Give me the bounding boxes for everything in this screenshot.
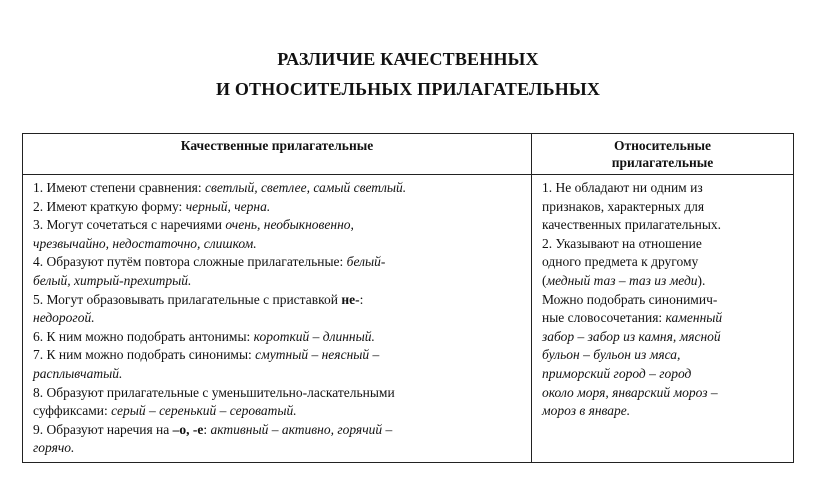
qualitative-item-7-cont: расплывчатый. [33, 365, 123, 381]
comparison-table [22, 133, 794, 463]
qualitative-item-5-cont: недорогой. [33, 310, 95, 326]
qualitative-item-7: 7. К ним можно подобрать синонимы: смутный – неясный – [33, 347, 380, 363]
header-qualitative: Качественные прилагательные [23, 134, 532, 175]
relative-line: 2. Указывают на отношение [542, 235, 702, 251]
relative-line: забор – забор из камня, мясной [542, 328, 721, 344]
header-row [23, 134, 794, 175]
qualitative-item-1: 1. Имеют степени сравнения: светлый, светлее, самый светлый. [33, 180, 407, 195]
relative-line: около моря, январский мороз – [542, 384, 718, 400]
qualitative-item-4-cont: белый, хитрый-прехитрый. [33, 272, 192, 288]
header-relative: Относительные прилагательные [532, 134, 794, 175]
relative-line: Можно подобрать синонимич- [542, 291, 718, 307]
relative-line: приморский город – город [542, 365, 692, 381]
body-row [23, 175, 794, 463]
relative-line: ные словосочетания: каменный [542, 310, 723, 326]
qualitative-item-9: 9. Образуют наречия на –о, -е: активный – активно, горячий – [33, 421, 393, 437]
qualitative-item-2: 2. Имеют краткую форму: черный, черна. [33, 198, 271, 214]
relative-line: качественных прилагательных. [542, 217, 722, 233]
qualitative-cell [23, 175, 532, 463]
qualitative-item-6: 6. К ним можно подобрать антонимы: короткий – длинный. [33, 328, 375, 344]
relative-line: 1. Не обладают ни одним из [542, 180, 703, 195]
qualitative-item-4: 4. Образуют путём повтора сложные прилагательные: белый- [33, 254, 386, 270]
qualitative-item-9-cont: горячо. [33, 440, 75, 456]
qualitative-item-3-cont: чрезвычайно, недостаточно, слишком. [33, 235, 257, 251]
relative-line: одного предмета к другому [542, 254, 699, 270]
qualitative-item-3: 3. Могут сочетаться с наречиями очень, необыкновенно, [33, 217, 354, 233]
relative-line: мороз в январе. [542, 403, 631, 419]
qualitative-item-8: 8. Образуют прилагательные с уменьшительно-ласкательными [33, 384, 395, 400]
relative-line: признаков, характерных для [542, 198, 705, 214]
qualitative-item-5: 5. Могут образовывать прилагательные с приставкой не-: [33, 291, 364, 307]
relative-cell [532, 175, 794, 463]
relative-line: (медный таз – таз из меди). [542, 272, 706, 288]
relative-line: бульон – бульон из мяса, [542, 347, 681, 363]
title-line-1: РАЗЛИЧИЕ КАЧЕСТВЕННЫХ [277, 49, 539, 69]
page-title [0, 44, 816, 104]
qualitative-item-8-cont: суффиксами: серый – серенький – сероватый. [33, 403, 297, 419]
title-line-2: И ОТНОСИТЕЛЬНЫХ ПРИЛАГАТЕЛЬНЫХ [215, 79, 601, 99]
